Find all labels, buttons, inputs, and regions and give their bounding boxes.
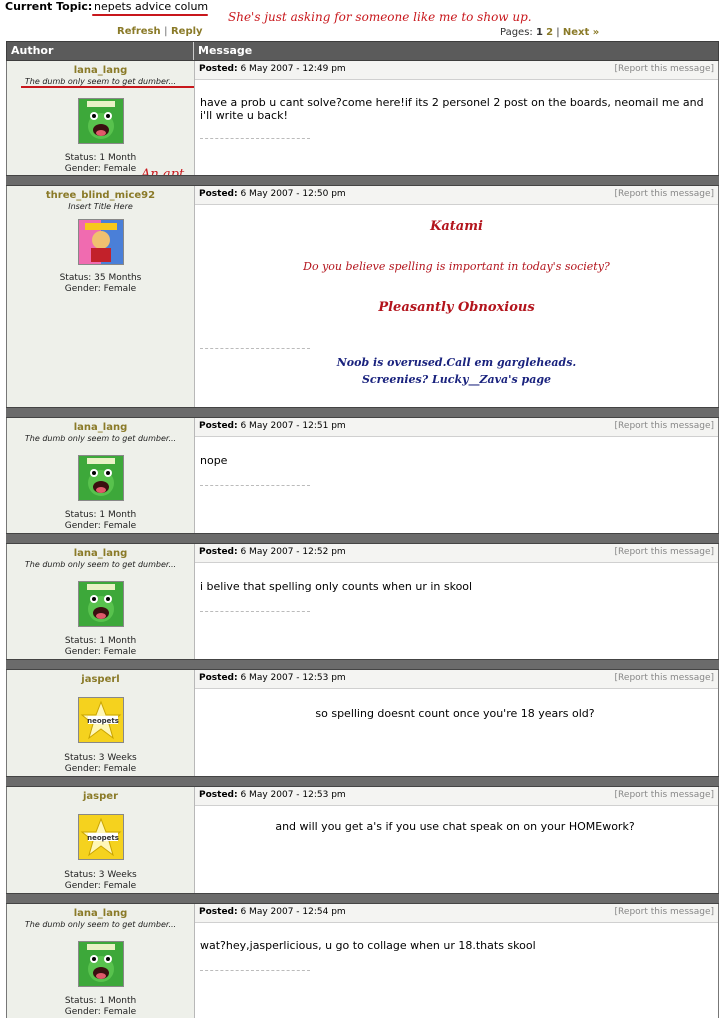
author-name[interactable]: lana_lang [73, 65, 128, 76]
author-status: Status: 1 Month [64, 996, 137, 1006]
post [6, 904, 719, 1018]
post-time: 6 May 2007 - 12:53 pm [240, 790, 346, 800]
signature-divider [200, 138, 310, 139]
link-separator: | [164, 26, 168, 37]
signature-divider [200, 485, 310, 486]
signature-line: Katami [430, 219, 483, 234]
author-title: The dumb only seem to get dumber... [24, 434, 177, 443]
post [6, 418, 719, 533]
post-separator [6, 659, 719, 670]
author-cell [7, 544, 195, 659]
author-name[interactable]: jasper [83, 791, 118, 802]
signature-line: Noob is overused.Call em gargleheads. [336, 356, 577, 369]
signature-line: Pleasantly Obnoxious [378, 300, 535, 315]
post-separator [6, 175, 719, 186]
message-header [195, 186, 718, 205]
neopets-star-avatar-icon[interactable] [78, 814, 124, 860]
topic-title: nepets advice colum [94, 0, 209, 13]
report-message-link[interactable]: [Report this message] [614, 547, 714, 557]
author-status: Status: 1 Month [64, 153, 137, 163]
author-status: Status: 3 Weeks [64, 870, 137, 880]
author-status: Status: 35 Months [59, 273, 142, 283]
report-message-link[interactable]: [Report this message] [614, 189, 714, 199]
message-body: have a prob u cant solve?come here!if its 2 personel 2 post on the boards, neomail me and i'll write u back! [200, 96, 704, 122]
annotation-comment: She's just asking for someone like me to show up. [228, 10, 532, 24]
post-time: 6 May 2007 - 12:50 pm [240, 189, 346, 199]
post [6, 186, 719, 407]
signature-divider [200, 970, 310, 971]
reply-link[interactable]: Reply [170, 26, 203, 37]
page-1: 1 [535, 27, 543, 38]
post [6, 61, 719, 175]
post-time: 6 May 2007 - 12:54 pm [240, 907, 346, 917]
author-name[interactable]: lana_lang [73, 908, 128, 919]
message-body: and will you get a's if you use chat speak on on your HOMEwork? [275, 820, 635, 833]
message-header [195, 61, 718, 80]
post-date [199, 64, 346, 74]
signature-line: Screenies? Lucky__Zava's page [361, 373, 552, 386]
post-date [199, 673, 346, 683]
neopets-star-avatar-icon[interactable] [78, 697, 124, 743]
author-name[interactable]: lana_lang [73, 422, 128, 433]
post [6, 670, 719, 776]
post-date [199, 790, 346, 800]
next-page-link[interactable]: Next » [562, 27, 600, 38]
message-column-header: Message [198, 44, 253, 57]
post-table [6, 41, 719, 1018]
quiggle-avatar-icon[interactable] [78, 98, 124, 144]
message-body: wat?hey,jasperlicious, u go to collage when ur 18.thats skool [200, 939, 536, 952]
author-cell [7, 61, 195, 175]
message-header [195, 904, 718, 923]
author-gender: Gender: Female [64, 164, 137, 174]
report-message-link[interactable]: [Report this message] [614, 790, 714, 800]
author-gender: Gender: Female [64, 284, 137, 294]
message-header [195, 544, 718, 563]
message-body: i belive that spelling only counts when ur in skool [200, 580, 473, 593]
quiggle-avatar-icon[interactable] [78, 581, 124, 627]
post-time: 6 May 2007 - 12:52 pm [240, 547, 346, 557]
annotation-underline [21, 86, 194, 88]
topic-bar [0, 0, 719, 40]
pagination-separator: | [556, 27, 560, 38]
message-header [195, 670, 718, 689]
author-gender: Gender: Female [64, 764, 137, 774]
author-name[interactable]: three_blind_mice92 [45, 190, 156, 201]
post-date [199, 547, 346, 557]
report-message-link[interactable]: [Report this message] [614, 64, 714, 74]
posted-label: Posted: [199, 189, 238, 199]
author-gender: Gender: Female [64, 881, 137, 891]
author-name[interactable]: jasperl [81, 674, 120, 685]
report-message-link[interactable]: [Report this message] [614, 673, 714, 683]
refresh-link[interactable]: Refresh [117, 26, 161, 37]
post-date [199, 189, 346, 199]
posted-label: Posted: [199, 64, 238, 74]
message-header [195, 418, 718, 437]
author-cell [7, 904, 195, 1018]
annotation-underline [92, 14, 208, 16]
post-separator [6, 407, 719, 418]
post-separator [6, 533, 719, 544]
post [6, 544, 719, 659]
author-gender: Gender: Female [64, 647, 137, 657]
signature-line: Do you believe spelling is important in today's society? [303, 260, 610, 273]
pages-label: Pages: [500, 27, 533, 38]
post-time: 6 May 2007 - 12:53 pm [240, 673, 346, 683]
quiggle-avatar-icon[interactable] [78, 455, 124, 501]
posted-label: Posted: [199, 907, 238, 917]
pagination [500, 27, 599, 38]
report-message-link[interactable]: [Report this message] [614, 421, 714, 431]
topic-actions [117, 26, 203, 37]
message-body: nope [200, 454, 228, 467]
author-gender: Gender: Female [64, 521, 137, 531]
author-title: The dumb only seem to get dumber... [24, 77, 177, 86]
author-cell [7, 186, 195, 407]
author-cell [7, 670, 195, 776]
post-date [199, 421, 346, 431]
post-separator [6, 893, 719, 904]
message-body: so spelling doesnt count once you're 18 years old? [315, 707, 595, 720]
message-header [195, 787, 718, 806]
author-gender: Gender: Female [64, 1007, 137, 1017]
quiggle-avatar-icon[interactable] [78, 941, 124, 987]
post-time: 6 May 2007 - 12:49 pm [240, 64, 346, 74]
posted-label: Posted: [199, 673, 238, 683]
table-header [6, 41, 719, 61]
posted-label: Posted: [199, 421, 238, 431]
author-status: Status: 1 Month [64, 510, 137, 520]
svg-text:neopets: neopets [87, 834, 119, 842]
author-title: The dumb only seem to get dumber... [24, 920, 177, 929]
svg-text:neopets: neopets [87, 717, 119, 725]
topic-label: Current Topic: [5, 0, 93, 13]
neopet-avatar-icon[interactable] [78, 219, 124, 265]
post [6, 787, 719, 893]
report-message-link[interactable]: [Report this message] [614, 907, 714, 917]
post-time: 6 May 2007 - 12:51 pm [240, 421, 346, 431]
author-title: The dumb only seem to get dumber... [24, 560, 177, 569]
author-cell [7, 418, 195, 533]
post-separator [6, 776, 719, 787]
author-cell [7, 787, 195, 893]
author-title: Insert Title Here [68, 202, 133, 211]
page-2-link[interactable]: 2 [546, 27, 554, 38]
signature-divider [200, 611, 310, 612]
author-status: Status: 1 Month [64, 636, 137, 646]
signature-divider [200, 348, 310, 349]
posted-label: Posted: [199, 547, 238, 557]
post-date [199, 907, 346, 917]
posted-label: Posted: [199, 790, 238, 800]
author-status: Status: 3 Weeks [64, 753, 137, 763]
author-column-header: Author [11, 44, 54, 57]
author-name[interactable]: lana_lang [73, 548, 128, 559]
